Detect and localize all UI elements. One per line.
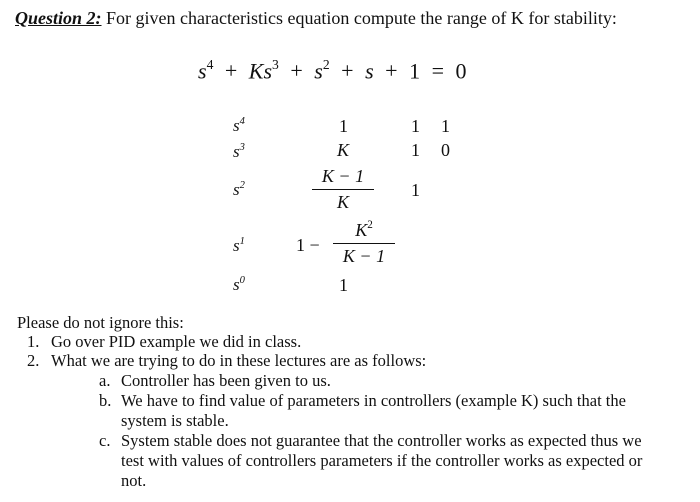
routh-s1-prefix: 1 − [296,235,320,255]
eq-term: s [365,58,374,84]
eq-term: s [314,58,323,84]
sublist-item-a: Controller has been given to us. [121,371,331,390]
list-item-2: What we are trying to do in these lectures are as follows: [51,351,427,370]
routh-s0-col1: 1 [339,275,348,295]
routh-s4-col2: 1 [411,116,420,136]
list-number: 2. [27,351,40,370]
eq-op: + [341,58,354,84]
sublist-letter: c. [99,431,111,450]
fraction-numerator [333,220,395,241]
question-label: Question 2: [15,8,102,28]
label-exp: 1 [239,235,245,247]
eq-term: Ks [248,58,273,84]
eq-op: + [224,58,238,84]
routh-label-s1 [233,236,245,256]
fraction-numerator: K − 1 [321,166,365,186]
routh-s3-col3: 0 [441,140,450,160]
label-base: s [233,180,240,199]
eq-exp: 2 [322,57,330,73]
routh-s4-col3: 1 [441,116,450,136]
fraction-bar [312,189,374,190]
label-base: s [233,116,240,135]
label-base: s [233,236,240,255]
numerator-base: K [355,220,368,240]
question-heading [15,8,617,29]
sublist-item-c-line1: System stable does not guarantee that the controller works as expected thus we [121,431,642,450]
routh-s2-fraction [312,166,374,213]
list-item-1: Go over PID example we did in class. [51,332,302,351]
sublist-item-c-line2: test with values of controllers parameters if the controller works as expected or [121,451,643,470]
notes-intro: Please do not ignore this: [17,313,184,332]
eq-term: s [198,58,207,84]
label-exp: 0 [239,274,245,286]
routh-label-s3 [233,142,245,162]
routh-s4-col1: 1 [339,116,348,136]
question-text: For given characteristics equation compute the range of K for stability: [101,8,617,28]
label-base: s [233,275,240,294]
routh-label-s2 [233,180,245,200]
eq-exp: 3 [272,57,279,73]
sublist-item-b-line2: system is stable. [121,411,229,430]
routh-label-s0 [233,275,245,295]
eq-term: 1 [409,58,421,84]
routh-s3-col2: 1 [411,140,420,160]
routh-label-s4 [233,116,245,136]
eq-exp: 4 [206,57,214,73]
eq-term: 0 [455,58,467,84]
characteristic-equation [198,58,466,84]
eq-op: + [385,58,398,84]
fraction-denominator: K [336,192,349,212]
label-base: s [233,142,240,161]
fraction-denominator: K − 1 [342,246,386,266]
fraction-bar [333,243,395,244]
routh-s2-col2: 1 [411,180,420,200]
sublist-item-b-line1: We have to find value of parameters in controllers (example K) such that the [121,391,626,410]
list-number: 1. [27,332,40,351]
eq-op: + [290,58,303,84]
numerator-exp: 2 [367,219,373,232]
eq-op: = [431,58,444,84]
label-exp: 4 [239,115,245,127]
routh-s3-col1: K [337,140,350,160]
sublist-letter: b. [99,391,112,410]
sublist-item-c-line3: not. [121,471,147,490]
sublist-letter: a. [99,371,111,390]
routh-s1-fraction [333,220,395,267]
label-exp: 2 [239,179,245,191]
label-exp: 3 [239,141,245,153]
